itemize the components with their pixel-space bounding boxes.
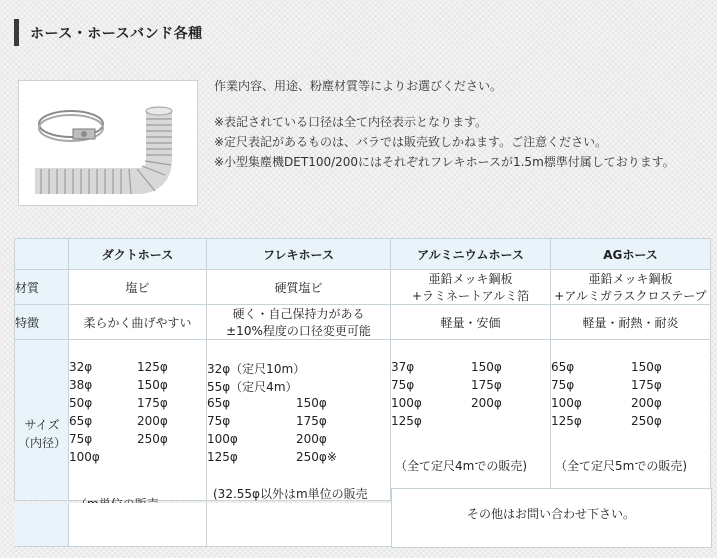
size-value: 200φ — [631, 396, 662, 410]
size-value: 125φ — [551, 414, 582, 428]
size-value: 175φ — [471, 378, 502, 392]
size-label-sub: （内径） — [17, 436, 66, 450]
size-value: 150φ — [471, 360, 502, 374]
ag-material-line: +アルミガラスクロステープ — [554, 289, 707, 303]
row-label-features: 特徴 — [15, 305, 69, 340]
size-value: 65φ — [551, 360, 575, 374]
divider — [206, 503, 207, 546]
size-row-extension-left — [14, 503, 393, 547]
header-accent-bar — [14, 19, 19, 46]
size-value: 100φ — [391, 396, 422, 410]
ag-sizes — [551, 340, 711, 501]
section-title: ホース・ホースバンド各種 — [30, 26, 203, 42]
col-flexi-hose: フレキホース — [207, 239, 391, 270]
size-value: 250φ※ — [296, 450, 337, 464]
hose-spec-table — [14, 238, 711, 501]
size-value: 175φ — [631, 378, 662, 392]
size-value: 175φ — [137, 396, 168, 410]
size-value: 100φ — [69, 450, 100, 464]
flexi-note: (32.55φ以外はm単位の販売 — [213, 487, 368, 501]
size-value: 200φ — [137, 414, 168, 428]
flexi-material: 硬質塩ビ — [207, 270, 391, 305]
size-value: 55φ（定尺4m） — [207, 380, 298, 394]
col-aluminium-hose: アルミニウムホース — [391, 239, 551, 270]
ag-material — [551, 270, 711, 305]
size-value: 75φ — [207, 414, 231, 428]
size-value: 125φ — [391, 414, 422, 428]
size-value: 50φ — [69, 396, 93, 410]
size-value: 100φ — [551, 396, 582, 410]
row-label-material: 材質 — [15, 270, 69, 305]
size-value: 75φ — [551, 378, 575, 392]
size-value: 38φ — [69, 378, 93, 392]
size-value: 250φ — [137, 432, 168, 446]
alumi-features: 軽量・安価 — [391, 305, 551, 340]
size-value: 250φ — [631, 414, 662, 428]
col-ag-hose: AGホース — [551, 239, 711, 270]
section-header — [10, 12, 430, 52]
intro-line: ※定尺表記があるものは、バラでは販売致しかねます。ご注意ください。 — [214, 135, 608, 149]
table-row-features — [15, 305, 711, 340]
size-value: 125φ — [137, 360, 168, 374]
size-value: 65φ — [69, 414, 93, 428]
size-value: 200φ — [471, 396, 502, 410]
col-duct-hose: ダクトホース — [69, 239, 207, 270]
row-label-size — [15, 340, 69, 501]
alumi-material — [391, 270, 551, 305]
flexi-feature-line: ±10%程度の口径変更可能 — [226, 324, 371, 338]
size-value: 175φ — [296, 414, 327, 428]
size-value: 100φ — [207, 432, 238, 446]
flexi-features — [207, 305, 391, 340]
table-header-row — [15, 239, 711, 270]
size-value: 75φ — [391, 378, 415, 392]
hose-and-band-illustration — [19, 81, 197, 205]
flexi-feature-line: 硬く・自己保持力がある — [232, 307, 365, 321]
table-row-material — [15, 270, 711, 305]
alumi-material-line: 亜鉛メッキ鋼板 — [428, 272, 513, 286]
ag-material-line: 亜鉛メッキ鋼板 — [588, 272, 673, 286]
table-row-size — [15, 340, 711, 501]
duct-material: 塩ビ — [69, 270, 207, 305]
size-label-extension — [14, 503, 69, 546]
header-blank — [15, 239, 69, 270]
size-value: 65φ — [207, 396, 231, 410]
ag-note: （全て定尺5mでの販売) — [555, 459, 688, 473]
alumi-material-line: +ラミネートアルミ箔 — [411, 289, 530, 303]
size-value: 32φ（定尺10m） — [207, 362, 306, 376]
size-value: 200φ — [296, 432, 327, 446]
alumi-sizes — [391, 340, 551, 501]
flexi-sizes — [207, 340, 391, 501]
size-value: 37φ — [391, 360, 415, 374]
size-value: 150φ — [631, 360, 662, 374]
size-value: 150φ — [296, 396, 327, 410]
size-label: サイズ — [24, 418, 60, 432]
size-value: 75φ — [69, 432, 93, 446]
product-image — [18, 80, 198, 206]
footnote-contact: その他はお問い合わせ下さい。 — [466, 507, 635, 521]
size-value: 150φ — [137, 378, 168, 392]
duct-sizes — [69, 340, 207, 501]
intro-line: ※小型集塵機DET100/200にはそれぞれフレキホースが1.5m標準付属しております。 — [214, 155, 675, 169]
intro-line: ※表記されている口径は全て内径表示となります。 — [214, 115, 488, 129]
alumi-note: （全て定尺4mでの販売) — [395, 459, 528, 473]
intro-line: 作業内容、用途、粉塵材質等によりお選びください。 — [214, 79, 503, 93]
ag-features: 軽量・耐熱・耐炎 — [551, 305, 711, 340]
size-value: 125φ — [207, 450, 238, 464]
size-value: 32φ — [69, 360, 93, 374]
duct-features: 柔らかく曲げやすい — [69, 305, 207, 340]
